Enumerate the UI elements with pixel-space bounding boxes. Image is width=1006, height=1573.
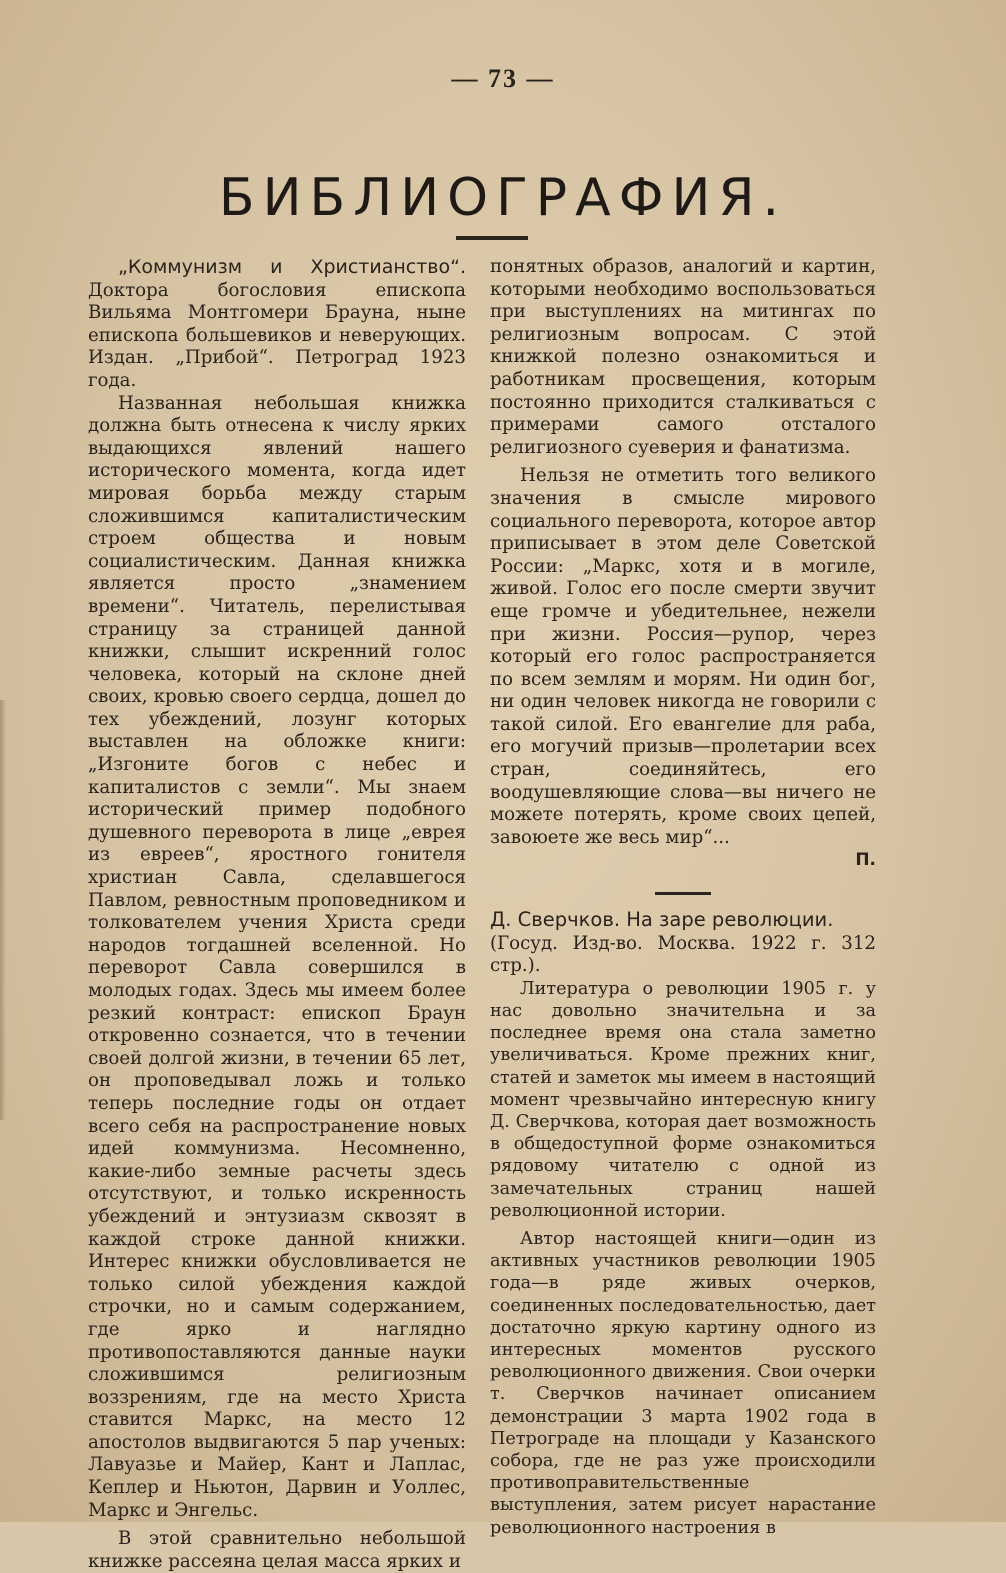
review2-paragraph: Литература о революции 1905 г. у нас довольно значительна и за последнее время она стала заметно увеличиваться. Кроме прежних книг, статей и заметок мы имеем в настоящий момент чрезвычайно интересную книгу Д. Сверчкова, которая дает возможность в общедоступной форме ознакомиться рядовому читателю с одной из замечательных страниц нашей революционной истории. — [490, 978, 876, 1221]
page-number: — 73 — — [451, 64, 555, 93]
review2-paragraph: Автор настоящей книги—один из активных участников революции 1905 года—в ряде живых очерков, соединенных последовательностью, дает достаточно яркую картину одного из интересных моментов русского революционного движения. Свои очерки т. Сверчков начинает описанием демонстрации 3 марта 1902 года в Петрограде на площади у Казанского собора, где не раз уже происходили противоправительственные выступления, затем рисует нарастание революционного настроения в — [490, 1229, 876, 1538]
left-column — [88, 256, 466, 1573]
review1-paragraph: Нельзя не отметить того великого значения в смысле мирового социального переворота, которое автор приписывает в этом деле Советской России: „Маркс, хотя и в могиле, живой. Голос его после смерти звучит еще громче и убедительнее, нежели при жизни. Россия—рупор, через который его голос распространяется по всем землям и морям. Ни один бог, ни один человек никогда не говорили с такой силой. Его евангелие для раба, его могучий призыв—пролетарии всех стран, соединяйтесь, его воодушевляющие слова—вы ничего не можете потерять, кроме своих цепей, завоюете же весь мир“... — [490, 465, 876, 848]
review1-header — [88, 256, 466, 393]
review2-publication: (Госуд. Изд-во. Москва. 1922 г. 312 стр.). — [490, 932, 876, 977]
heading-rule — [456, 236, 528, 240]
review1-publication: Доктора богословия епископа Вильяма Монтгомери Брауна, ныне епископа большевиков и неверующих. Издан. „Прибой“. Петроград 1923 года. — [88, 279, 466, 391]
review2-title: Д. Сверчков. На заре революции. — [490, 908, 834, 932]
review1-title: „Коммунизм и Христианство“. — [118, 256, 466, 278]
review2 — [490, 909, 876, 1539]
review1-paragraph: В этой сравнительно небольшой книжке рассеяна целая масса ярких и — [88, 1528, 466, 1572]
right-column — [490, 256, 876, 1539]
review1-signature: П. — [855, 850, 876, 871]
review1-paragraph: Названная небольшая книжка должна быть отнесена к числу ярких выдающихся явлений нашего исторического момента, когда идет мировая борьба между старым сложившимся капиталистическим строем общества и новым социалистическим. Данная книжка является просто „знамением времени“. Читатель, перелистывая страницу за страницей данной книжки, слышит искренний голос человека, который на склоне дней своих, кровью своего сердца, дошел до тех убеждений, лозунг которых выставлен на обложке книги: „Изгоните богов с небес и капиталистов с земли“. Мы знаем исторический пример подобного душевного переворота в лице „еврея из евреев“, яростного гонителя христиан Савла, сделавшегося Павлом, ревностным проповедником и толкователем учения Христа среди народов тогдашней вселенной. Но переворот Савла совершился в молодых годах. Здесь мы имеем более резкий контраст: епископ Браун откровенно сознается, что в течении своей долгой жизни, в течении 65 лет, он проповедывал ложь и только теперь последние годы он отдает всего себя на распространение новых идей коммунизма. Несомненно, какие-либо земные расчеты здесь отсутствуют, и только искренность убеждений и энтузиазм сквозят в каждой строке данной книжки. Интерес книжки обусловливается не только силой убеждения каждой строчки, но и самым содержанием, где ярко и наглядно противопоставляются данные науки сложившимся религиозным воззрениям, где на место Христа ставится Маркс, на место 12 апостолов выдвигаются 5 пар ученых: Лавуазье и Майер, Кант и Лаплас, Кеплер и Ньютон, Дарвин и Уоллес, Маркс и Энгельс. — [88, 392, 466, 1521]
review1-paragraph-continued: понятных образов, аналогий и картин, которыми необходимо воспользоваться при выступлениях на митингах по религиозным вопросам. С этой книжкой полезно ознакомиться и работникам просвещения, которым постоянно приходится сталкиваться с примерами самого отсталого религиозного суеверия и фанатизма. — [490, 256, 876, 458]
section-divider — [655, 892, 711, 895]
review2-title-line — [490, 909, 876, 933]
section-heading: БИБЛИОГРАФИЯ. — [218, 168, 788, 228]
page-edge-stain — [0, 700, 6, 1120]
